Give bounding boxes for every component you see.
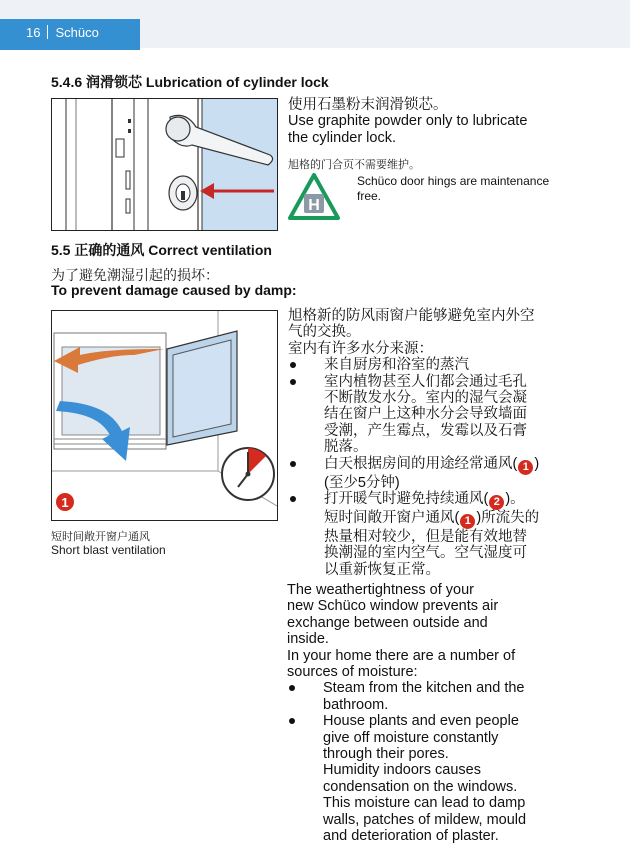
cn-intro-line-2: 气的交换。: [288, 324, 361, 341]
cn-bullet-4-line-5: 以重新恢复正常。: [324, 561, 440, 578]
cn-bullet-4-line-3: 热量相对较少，但是能有效地替: [324, 529, 527, 546]
en-bullet-2-line-5: condensation on the windows.: [323, 778, 518, 795]
lubrication-text-block: [288, 97, 527, 146]
en-bullet-2-line-6: This moisture can lead to damp: [323, 795, 526, 812]
hinge-en-line-2: free.: [357, 189, 382, 203]
cn-bullet-2-line-1: 室内植物甚至人们都会通过毛孔: [324, 373, 527, 390]
lubrication-en-line-1: Use graphite powder only to lubricate: [288, 113, 528, 130]
cylinder-lock-figure: [51, 98, 278, 231]
lubrication-cn: 使用石墨粉末润滑锁芯。: [288, 97, 448, 113]
step-badge-2: 2: [489, 495, 504, 510]
page-number: 16: [26, 25, 41, 40]
brand-name: Schüco: [55, 25, 99, 40]
cn-bullet-2-line-3: 结在窗户上这种水分会导致墙面: [324, 406, 527, 423]
en-intro-line-2: new Schüco window prevents air: [287, 598, 499, 615]
hinge-note-en: [357, 174, 549, 204]
ventilation-figure: [51, 310, 278, 521]
en-bullet-1-line-1: Steam from the kitchen and the: [323, 680, 525, 697]
cn-bullet-4-line-1: [324, 491, 618, 510]
window-ventilation-illustration: [52, 311, 277, 520]
step-badge-1: 1: [518, 460, 533, 475]
en-intro-line-3: exchange between outside and: [287, 614, 488, 631]
en-bullet-plants: [287, 713, 617, 844]
page-header: [0, 19, 140, 50]
figure-step-badge: 1: [61, 495, 69, 510]
cn-intro-line-3: 室内有许多水分来源：: [288, 340, 433, 357]
ventilation-cn-block: [288, 308, 618, 578]
section-title-ventilation: 5.5 正确的通风 Correct ventilation: [51, 242, 272, 258]
en-bullet-1-line-2: bathroom.: [323, 696, 389, 713]
en-bullet-2-line-1: House plants and even people: [323, 713, 519, 730]
cn-b4-close: )。: [505, 491, 525, 508]
step-badge-1-inline: 1: [460, 514, 475, 529]
cn-bullet-plants: [288, 374, 618, 456]
cn-bullet-2-line-5: 脱落。: [324, 439, 368, 456]
cn-bullet-2-line-2: 不断散发水分。室内的湿气会凝: [324, 390, 527, 407]
hinge-en-line-1: Schüco door hings are maintenance: [357, 174, 550, 188]
cn-intro-line-1: 旭格新的防风雨窗户能够避免室内外空: [288, 308, 535, 324]
cn-b3-close: ): [534, 455, 540, 472]
cn-b3-text: 白天根据房间的用途经常通风(: [324, 455, 518, 472]
en-bullet-2-line-3: through their pores.: [323, 746, 449, 763]
cn-bullet-1-line-1: 来自厨房和浴室的蒸汽: [324, 357, 469, 374]
en-bullet-2-line-2: give off moisture constantly: [323, 729, 499, 746]
cn-b4-l2-close: )所流失的: [476, 510, 540, 527]
maintenance-badge-letter: H: [308, 197, 320, 214]
cn-bullet-4-line-4: 换潮湿的室内空气。空气湿度可: [324, 545, 527, 562]
cn-b4-text: 打开暖气时避免持续通风(: [324, 491, 489, 508]
damp-intro-cn: 为了避免潮湿引起的损坏：: [51, 267, 219, 283]
door-handle-lock-illustration: [52, 99, 277, 230]
figure-caption-cn: 短时间敞开窗户通风: [51, 530, 150, 543]
en-intro-line-6: sources of moisture:: [287, 664, 418, 681]
lubrication-en-line-2: the cylinder lock.: [288, 129, 396, 146]
cn-bullet-2-line-4: 受潮，产生霉点，发霉以及石膏: [324, 422, 527, 439]
cn-bullet-daytime: [288, 456, 618, 491]
ventilation-en-block: [287, 582, 617, 845]
cn-bullet-3-line-1: [324, 456, 618, 475]
en-bullet-2-line-8: and deterioration of plaster.: [323, 828, 499, 845]
cn-bullet-heating: [288, 491, 618, 578]
en-bullet-2-line-7: walls, patches of mildew, mould: [323, 811, 527, 828]
header-separator: [47, 25, 48, 39]
figure-caption-en: Short blast ventilation: [51, 543, 166, 557]
en-intro-line-5: In your home there are a number of: [287, 647, 516, 664]
cn-b4-l2-text: 短时间敞开窗户通风(: [324, 510, 460, 527]
section-title-lubrication: 5.4.6 润滑锁芯 Lubrication of cylinder lock: [51, 74, 329, 90]
cn-bullet-3-line-2: (至少5分钟): [324, 474, 400, 491]
maintenance-free-triangle-icon: [287, 172, 341, 222]
en-bullet-steam: [287, 680, 617, 713]
damp-intro-en: To prevent damage caused by damp:: [51, 282, 297, 298]
en-intro-line-4: inside.: [287, 631, 329, 648]
cn-bullet-4-line-2: [324, 510, 618, 529]
en-intro-line-1: The weathertightness of your: [287, 582, 474, 598]
hinge-note-cn: 旭格的门合页不需要维护。: [288, 158, 420, 171]
en-bullet-2-line-4: Humidity indoors causes: [323, 762, 481, 779]
cn-bullet-steam: [288, 357, 618, 373]
